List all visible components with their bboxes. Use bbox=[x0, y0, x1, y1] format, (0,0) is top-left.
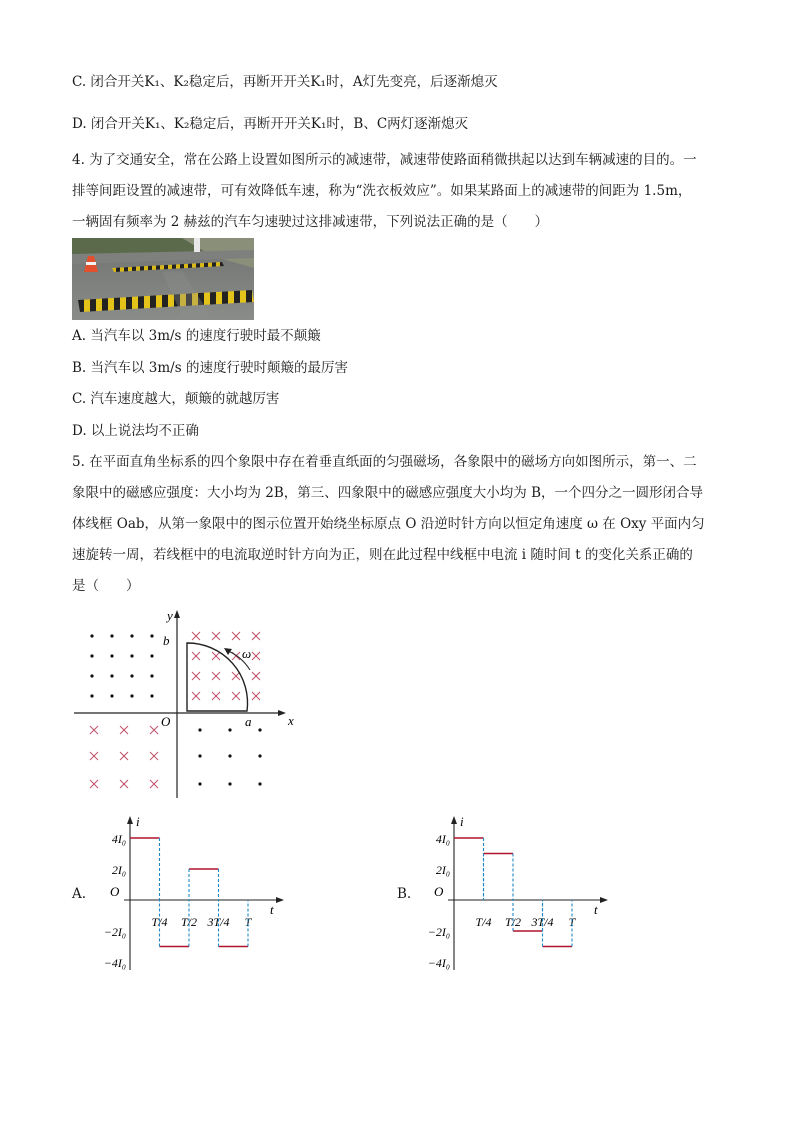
field-cross-in bbox=[120, 726, 128, 734]
t-axis-label: t bbox=[270, 902, 274, 917]
point-a-label: a bbox=[245, 714, 252, 729]
x-tick-label: T bbox=[568, 915, 576, 929]
field-figure bbox=[60, 600, 300, 805]
field-dot-out bbox=[150, 674, 153, 677]
field-dot-out bbox=[90, 634, 93, 637]
q4-line1: 4. 为了交通安全，常在公路上设置如图所示的减速带，减速带使路面稍微拱起以达到车辆减速的目的。一 bbox=[72, 152, 697, 168]
t-axis-label: t bbox=[594, 902, 598, 917]
field-cross-in bbox=[120, 780, 128, 788]
x-tick-label: T/4 bbox=[151, 915, 168, 929]
field-dot-out bbox=[150, 634, 153, 637]
y-axis-label: y bbox=[167, 608, 173, 623]
y-tick-label: −4I₀ bbox=[427, 956, 450, 970]
x-axis-arrow bbox=[278, 710, 286, 716]
origin-label: O bbox=[434, 884, 444, 899]
x-tick-label: T/2 bbox=[180, 915, 198, 929]
q5-line4: 速旋转一周，若线框中的电流取逆时针方向为正，则在此过程中线框中电流 i 随时间 t 的变化关系正确的 bbox=[72, 547, 693, 563]
q4-option-c: C. 汽车速度越大，颠簸的就越厉害 bbox=[72, 391, 280, 407]
field-dot-out bbox=[228, 782, 231, 785]
q4-option-b: B. 当汽车以 3m/s 的速度行驶时颠簸的最厉害 bbox=[72, 360, 348, 376]
field-cross-in bbox=[90, 780, 98, 788]
field-cross-in bbox=[212, 632, 220, 640]
field-dot-out bbox=[130, 694, 133, 697]
x-axis-label: x bbox=[288, 713, 294, 728]
graph-b bbox=[414, 812, 614, 977]
x-tick-label: 3T/4 bbox=[207, 915, 230, 929]
field-dot-out bbox=[228, 754, 231, 757]
field-dot-out bbox=[90, 694, 93, 697]
origin-label: O bbox=[110, 884, 120, 899]
y-tick-label: 2I₀ bbox=[435, 863, 450, 877]
field-dot-out bbox=[110, 674, 113, 677]
i-axis-arrow bbox=[451, 816, 457, 824]
i-axis-label: i bbox=[136, 814, 140, 829]
t-axis-arrow bbox=[276, 897, 284, 903]
t-axis-arrow bbox=[600, 897, 608, 903]
y-tick-label: −4I₀ bbox=[103, 956, 126, 970]
y-tick-label: −2I₀ bbox=[103, 925, 126, 939]
field-cross-in bbox=[212, 652, 220, 660]
option-c-prev: C. 闭合开关K₁、K₂稳定后，再断开开关K₁时，A灯先变亮，后逐渐熄灭 bbox=[72, 74, 498, 90]
field-dot-out bbox=[150, 654, 153, 657]
i-axis-arrow bbox=[127, 816, 133, 824]
field-cross-in bbox=[90, 752, 98, 760]
q4-line2: 排等间距设置的减速带，可有效降低车速，称为“洗衣板效应”。如果某路面上的减速带的间距为 1.5m， bbox=[72, 183, 692, 199]
field-dot-out bbox=[258, 728, 261, 731]
y-tick-label: 2I₀ bbox=[111, 863, 126, 877]
field-cross-in bbox=[150, 780, 158, 788]
point-b-label: b bbox=[163, 633, 170, 648]
field-cross-in bbox=[90, 726, 98, 734]
field-dot-out bbox=[130, 674, 133, 677]
field-cross-in bbox=[192, 652, 200, 660]
graph-a-option-label: A. bbox=[72, 886, 87, 902]
origin-label: O bbox=[161, 714, 171, 729]
x-tick-label: T/4 bbox=[475, 915, 492, 929]
field-dot-out bbox=[110, 634, 113, 637]
field-dot-out bbox=[258, 754, 261, 757]
field-dot-out bbox=[198, 728, 201, 731]
field-dot-out bbox=[198, 782, 201, 785]
field-dot-out bbox=[130, 634, 133, 637]
x-tick-label: T/2 bbox=[504, 915, 522, 929]
field-dot-out bbox=[90, 654, 93, 657]
y-axis-arrow bbox=[174, 610, 180, 618]
field-cross-in bbox=[252, 652, 260, 660]
field-dot-out bbox=[258, 782, 261, 785]
speed-bump-photo bbox=[72, 238, 254, 320]
q5-line2: 象限中的磁感应强度：大小均为 2B，第三、四象限中的磁感应强度大小均为 B，一个四分之一圆形闭合导 bbox=[72, 485, 704, 501]
field-cross-in bbox=[150, 752, 158, 760]
y-tick-label: −2I₀ bbox=[427, 925, 450, 939]
field-cross-in bbox=[212, 672, 220, 680]
i-axis-label: i bbox=[460, 814, 464, 829]
field-cross-in bbox=[232, 692, 240, 700]
field-dot-out bbox=[110, 654, 113, 657]
q4-option-d: D. 以上说法均不正确 bbox=[72, 423, 199, 439]
q5-line3: 体线框 Oab，从第一象限中的图示位置开始绕坐标原点 O 沿逆时针方向以恒定角速度 ω 在 Oxy 平面内匀 bbox=[72, 516, 705, 532]
field-cross-in bbox=[252, 632, 260, 640]
option-d-prev: D. 闭合开关K₁、K₂稳定后，再断开开关K₁时，B、C两灯逐渐熄灭 bbox=[72, 116, 469, 132]
rotation-arrowhead bbox=[224, 648, 232, 655]
field-dot-out bbox=[130, 654, 133, 657]
field-cross-in bbox=[192, 672, 200, 680]
q5-line5: 是（ ） bbox=[72, 578, 140, 594]
x-tick-label: 3T/4 bbox=[531, 915, 554, 929]
field-dot-out bbox=[110, 694, 113, 697]
field-dot-out bbox=[228, 728, 231, 731]
y-tick-label: 4I₀ bbox=[435, 832, 450, 846]
omega-label: ω bbox=[242, 646, 252, 661]
field-cross-in bbox=[252, 692, 260, 700]
field-cross-in bbox=[232, 632, 240, 640]
y-tick-label: 4I₀ bbox=[111, 832, 126, 846]
field-dot-out bbox=[150, 694, 153, 697]
q5-line1: 5. 在平面直角坐标系的四个象限中存在着垂直纸面的匀强磁场，各象限中的磁场方向如图所示，第一、二 bbox=[72, 454, 697, 470]
field-cross-in bbox=[212, 692, 220, 700]
graph-b-option-label: B. bbox=[397, 886, 412, 902]
field-cross-in bbox=[192, 632, 200, 640]
field-dot-out bbox=[198, 754, 201, 757]
q4-line3: 一辆固有频率为 2 赫兹的汽车匀速驶过这排减速带，下列说法正确的是（ ） bbox=[72, 214, 549, 230]
field-cross-in bbox=[232, 672, 240, 680]
x-tick-label: T bbox=[244, 915, 252, 929]
graph-a bbox=[90, 812, 290, 977]
field-cross-in bbox=[252, 672, 260, 680]
field-dot-out bbox=[90, 674, 93, 677]
q4-option-a: A. 当汽车以 3m/s 的速度行驶时最不颠簸 bbox=[72, 328, 321, 344]
speed-bump-image bbox=[72, 238, 254, 320]
field-cross-in bbox=[192, 692, 200, 700]
field-cross-in bbox=[120, 752, 128, 760]
field-cross-in bbox=[150, 726, 158, 734]
